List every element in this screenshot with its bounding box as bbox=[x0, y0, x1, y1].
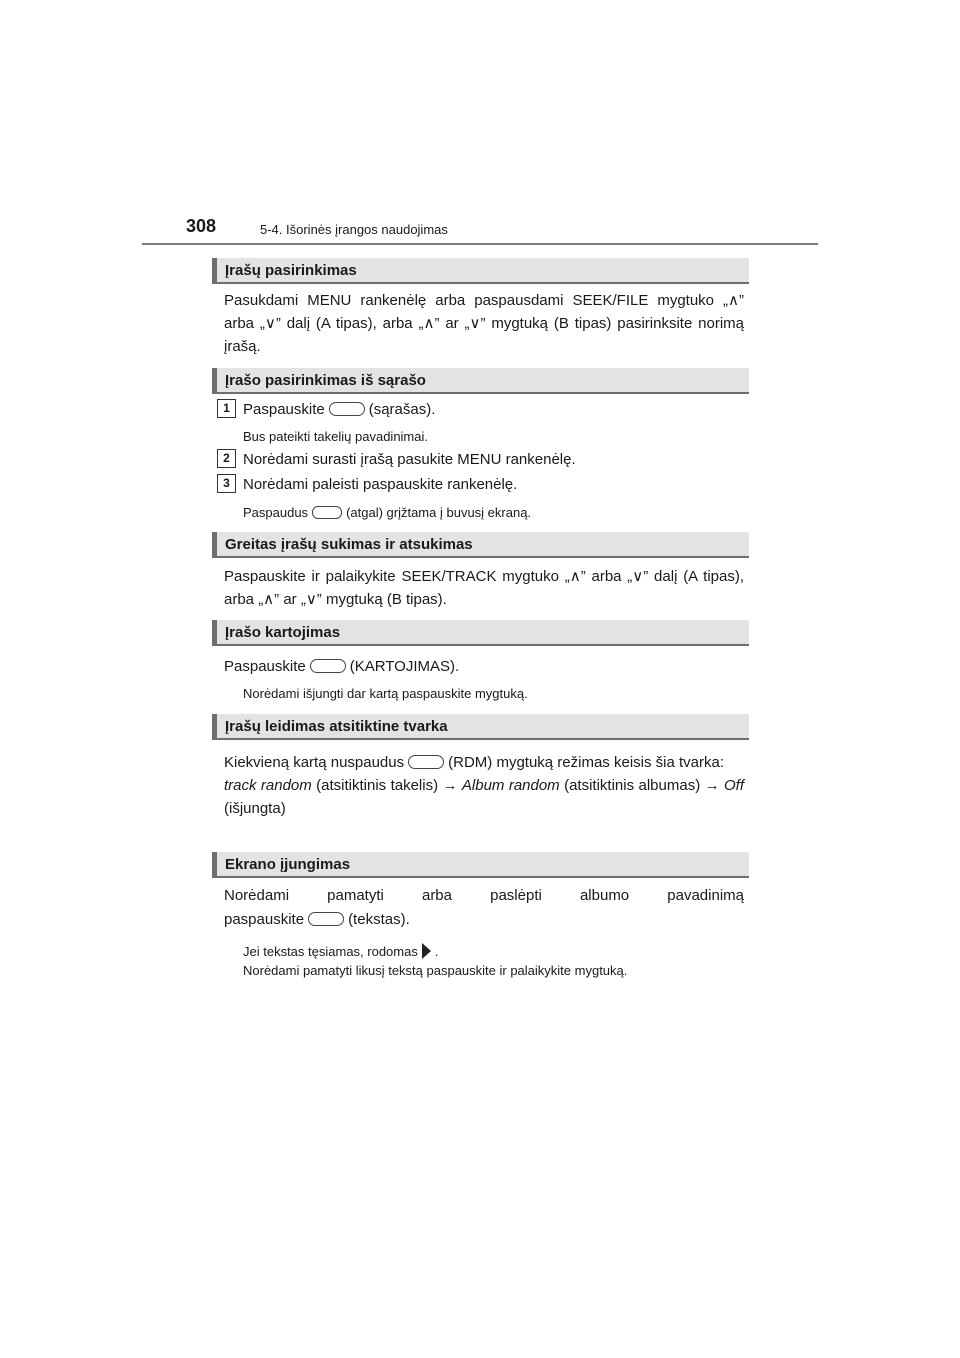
page-number: 308 bbox=[186, 216, 217, 236]
step-3-text: Norėdami paleisti paspauskite rankenėlę. bbox=[243, 476, 518, 493]
section-heading-repeat bbox=[212, 620, 749, 646]
fast-forward-text: Paspauskite ir palaikykite SEEK/TRACK mygtuko „∧” arba „∨” dalį (A tipas), arba „∧” ar „∨” mygtuką (B tipas). bbox=[224, 568, 744, 608]
list-button-icon bbox=[329, 402, 365, 416]
rdm-button-icon bbox=[408, 755, 444, 769]
section-title: Įrašų pasirinkimas bbox=[225, 262, 357, 279]
step-1-note: Bus pateikti takelių pavadinimai. bbox=[243, 429, 428, 444]
track-selection-text: Pasukdami MENU rankenėlę arba paspausdami SEEK/FILE mygtuko „∧” arba „∨” dalį (A tipas), arba „∧” ar „∨” mygtuką (B tipas) pasirinksite norimą įrašą. bbox=[224, 292, 744, 355]
section-title: Greitas įrašų sukimas ir atsukimas bbox=[225, 536, 473, 553]
section-heading-fast-forward bbox=[212, 532, 749, 558]
display-note-2: Norėdami pamatyti likusį tekstą paspauskite ir palaikykite mygtuką. bbox=[243, 963, 628, 978]
section-title: Įrašų leidimas atsitiktine tvarka bbox=[225, 718, 448, 735]
repeat-button-icon bbox=[310, 659, 346, 673]
chapter-title: 5-4. Išorinės įrangos naudojimas bbox=[260, 222, 448, 237]
step-3-note: Paspaudus (atgal) grįžtama į buvusį ekraną. bbox=[243, 505, 532, 520]
section-heading-display bbox=[212, 852, 749, 878]
section-heading-random bbox=[212, 714, 749, 740]
section-title: Įrašo kartojimas bbox=[225, 624, 341, 641]
back-button-icon bbox=[312, 506, 342, 519]
section-heading-track-selection bbox=[212, 258, 749, 284]
section-heading-select-from-list bbox=[212, 368, 749, 394]
display-text-line1: Norėdami pamatyti arba paslėpti albumo pavadinimą bbox=[224, 887, 744, 904]
section-title: Ekrano įjungimas bbox=[225, 856, 351, 873]
step-1-text: Paspauskite (sąrašas). bbox=[243, 401, 436, 418]
display-text-line2: paspauskite (tekstas). bbox=[224, 911, 410, 928]
text-button-icon bbox=[308, 912, 344, 926]
header-divider bbox=[142, 243, 818, 245]
display-note-1: Jei tekstas tęsiamas, rodomas . bbox=[243, 944, 439, 959]
repeat-note: Norėdami išjungti dar kartą paspauskite mygtuką. bbox=[243, 686, 528, 701]
repeat-text: Paspauskite (KARTOJIMAS). bbox=[224, 658, 460, 675]
continue-arrow-icon bbox=[422, 943, 431, 959]
random-text: Kiekvieną kartą nuspaudus (RDM) mygtuką režimas keisis šia tvarka: track random (atsitiktinis takelis) → Album random (atsitiktinis albumas) → Off (išjungta) bbox=[224, 754, 745, 817]
step-3-badge: 3 bbox=[217, 474, 236, 493]
step-1-badge: 1 bbox=[217, 399, 236, 418]
step-2-badge: 2 bbox=[217, 449, 236, 468]
section-title: Įrašo pasirinkimas iš sąrašo bbox=[225, 372, 426, 389]
step-2-text: Norėdami surasti įrašą pasukite MENU rankenėlę. bbox=[243, 451, 576, 468]
